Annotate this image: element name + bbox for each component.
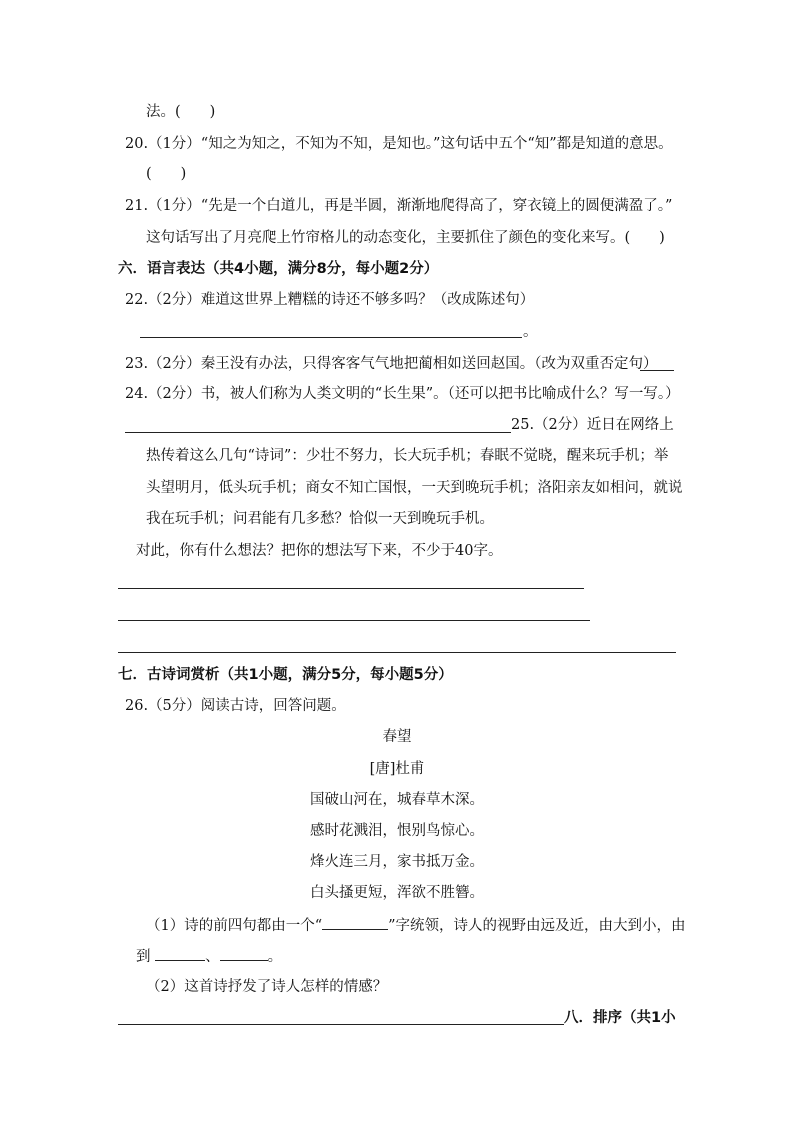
sub1-sep: 、 [205,949,220,965]
answer-line-23[interactable] [640,370,674,371]
sub1-end: 。 [267,949,283,965]
question-26-sub2: （2）这首诗抒发了诗人怎样的情感？ [146,979,388,995]
poem-title: 春望 [382,729,412,745]
sub1-text-c: 到 [136,949,151,965]
question-25-head: 25.（2分）近日在网络上 [511,417,674,433]
poem-author: [唐]杜甫 [369,761,425,777]
question-22: 22.（2分）难道这世界上糟糕的诗还不够多吗？（改成陈述句） [125,292,535,308]
answer-line-24[interactable] [125,432,511,433]
poem-line: 感时花溅泪，恨别鸟惊心。 [310,823,484,839]
section-7-title: 七．古诗词赏析（共1小题，满分5分，每小题5分） [118,667,453,683]
answer-line-25b[interactable] [118,620,590,621]
question-25-line2: 头望明月，低头玩手机；商女不知亡国恨，一天到晚玩手机；洛阳亲友如相问，就说 [146,480,683,496]
question-25-line1: 热传着这么几句“诗词”：少壮不努力，长大玩手机；春眠不觉晓，醒来玩手机；举 [146,448,669,464]
question-26-sub1 [146,915,686,936]
question-20: 20.（1分）“知之为知之，不知为不知，是知也。”这句话中五个“知”都是知道的意思。 [125,136,673,152]
section-8-title: 八．排序（共1小 [564,1010,676,1026]
answer-line-22[interactable] [140,337,522,338]
answer-line-25a[interactable] [118,588,584,589]
answer-paren-20[interactable]: ( ) [146,166,187,182]
question-25-prompt: 对此，你有什么想法？把你的想法写下来，不少于40字。 [136,543,503,559]
question-26: 26.（5分）阅读古诗，回答问题。 [125,698,346,714]
question-26-sub1-cont [136,946,282,967]
question-25-line3: 我在玩手机；问君能有几多愁？恰似一天到晚玩手机。 [146,511,494,527]
question-21-cont: 这句话写出了月亮爬上竹帘格儿的动态变化，主要抓住了颜色的变化来写。( ) [146,230,665,246]
q19-tail: 法。( ) [146,104,216,120]
answer-line-25c[interactable] [118,652,676,653]
blank-keyword[interactable] [322,915,388,930]
blank-scene-2[interactable] [220,946,268,961]
poem-line: 烽火连三月，家书抵万金。 [310,854,484,870]
answer-22-end: 。 [523,324,538,340]
sub1-text-b: ”字统领，诗人的视野由远及近，由大到小，由 [388,918,686,934]
sub1-text-a: （1）诗的前四句都由一个“ [146,918,323,934]
blank-scene-1[interactable] [155,946,205,961]
question-23: 23.（2分）秦王没有办法，只得客客气气地把蔺相如送回赵国。（改为双重否定句） [125,356,658,372]
poem-line: 白头搔更短，浑欲不胜簪。 [310,885,484,901]
poem-line: 国破山河在，城春草木深。 [310,792,484,808]
section-6-title: 六．语言表达（共4小题，满分8分，每小题2分） [118,261,439,277]
question-24: 24.（2分）书，被人们称为人类文明的“长生果”。（还可以把书比喻成什么？写一写。） [125,386,680,402]
question-21: 21.（1分）“先是一个白道儿，再是半圆，渐渐地爬得高了，穿衣镜上的圆便满盈了。” [125,198,673,214]
answer-line-26[interactable] [118,1024,564,1025]
